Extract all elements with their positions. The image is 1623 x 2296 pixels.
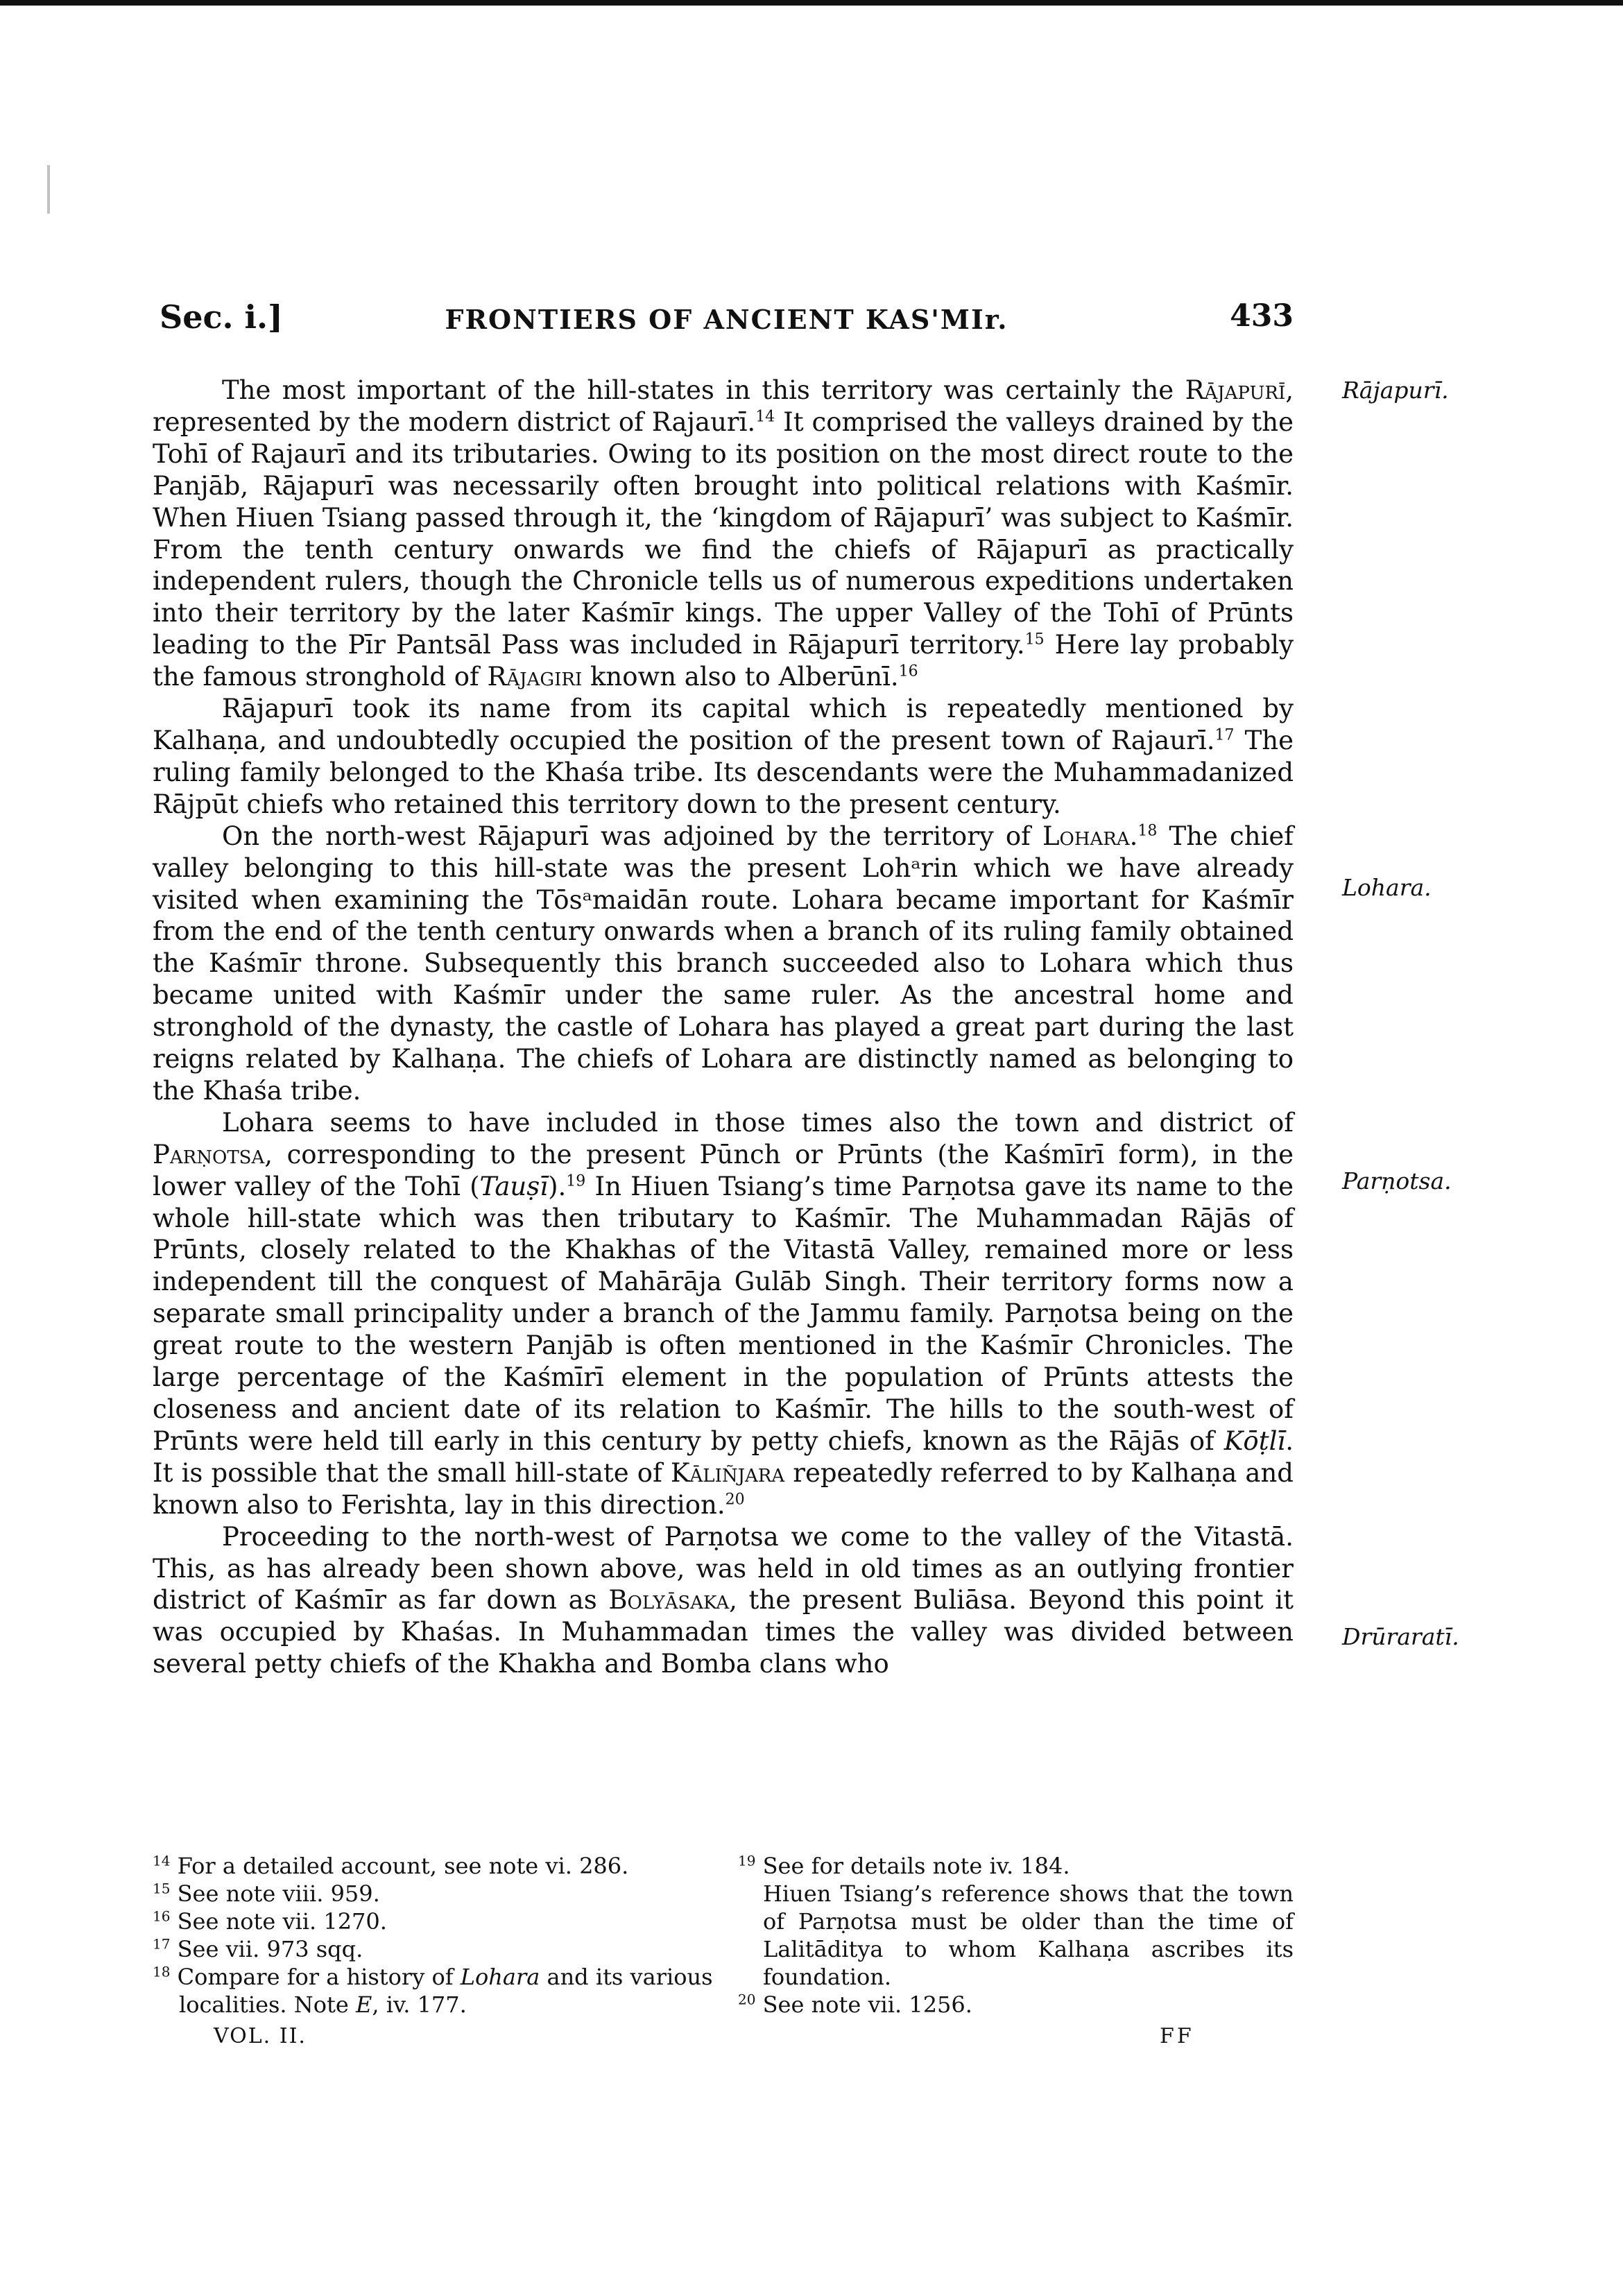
text-run: known also to Alberūnī.	[582, 662, 899, 692]
footnote-text: See vii. 973 sqq.	[177, 1936, 363, 1962]
footnote	[153, 1852, 721, 1880]
text-run: , corresponding to the present Pūnch or Prūnts (the Kaśmīrī form), in the lower valley of the Tohī (	[153, 1139, 1294, 1201]
place-name: Rājapurī	[1185, 375, 1286, 405]
footnote-continuation	[728, 1880, 1294, 1991]
footnote	[153, 1908, 721, 1935]
footnote-number: 17	[153, 1935, 171, 1953]
footnote	[728, 1991, 1294, 2019]
footnote-number: 18	[153, 1963, 171, 1980]
footnote-text: See note viii. 959.	[177, 1881, 380, 1907]
footnote-ref: 20	[725, 1491, 745, 1509]
footnote-text: See for details note iv. 184.	[762, 1853, 1070, 1879]
footnote-text: , iv. 177.	[372, 1991, 467, 2018]
text-run: The ruling family belonged to the Khaśa tribe. Its descendants were the Muhammadanized Rājpūt chiefs who retained this territory down to the present century.	[153, 725, 1294, 819]
footnote-number: 15	[153, 1880, 171, 1897]
text-run: Rājapurī took its name from its capital which is repeatedly mentioned by Kalhaṇa, and undoubtedly occupied the position of the present town of Rajaurī.	[153, 694, 1294, 755]
text-run: It comprised the valleys drained by the Tohī of Rajaurī and its tributaries. Owing to its position on the most direct route to the Panjāb, Rājapurī was necessarily often brought into political relations with Kaśmīr. When Hiuen Tsiang passed through it, the ‘kingdom of Rājapurī’ was subject to Kaśmīr. From the tenth century onwards we find the chiefs of Rājapurī as practically independent rulers, though the Chronicle tells us of numerous expeditions undertaken into their territory by the later Kaśmīr kings. The upper Valley of the Tohī of Prūnts leading to the Pīr Pantsāl Pass was included in Rājapurī territory.	[153, 406, 1294, 660]
footnote	[153, 1935, 721, 1963]
signature-mark: FF	[1160, 2024, 1194, 2048]
place-name: Rājagiri	[487, 662, 583, 692]
footnote-number: 16	[153, 1908, 171, 1925]
text-run: Lohara seems to have included in those times also the town and district of	[222, 1107, 1294, 1138]
italic-term: Kōṭlī	[1223, 1425, 1286, 1456]
text-run: .	[1129, 821, 1138, 851]
page-number: 433	[1230, 298, 1294, 334]
footnote	[153, 1880, 721, 1908]
place-name: Lohara	[1042, 821, 1130, 851]
paragraph-vitasta	[153, 1521, 1294, 1681]
marginal-note-rajapuri: Rājapurī.	[1342, 377, 1449, 404]
place-name: Bolyāsaka	[608, 1585, 730, 1616]
footnote-ref: 15	[1024, 631, 1045, 649]
footnote-number: 19	[738, 1852, 756, 1869]
paragraph-rajapuri	[153, 375, 1294, 693]
text-run: , the present Buliāsa. Beyond this point it was occupied by Khaśas. In Muhammadan times the valley was divided between several petty chiefs of the Khakha and Bomba clans who	[153, 1585, 1294, 1679]
volume-signature: VOL. II.	[214, 2024, 307, 2048]
footnote-text: Hiuen Tsiang’s reference shows that the town of Parṇotsa must be older than the time of Lalitāditya to whom Kalhaṇa ascribes its foundation.	[763, 1881, 1294, 1990]
marginal-note-parnotsa: Parṇotsa.	[1342, 1167, 1452, 1194]
footnote-ref: 16	[898, 662, 918, 680]
footnote-ref: 17	[1214, 726, 1235, 744]
footnote-text: See note vii. 1270.	[177, 1908, 387, 1935]
text-run: Here lay probably the famous stronghold of	[153, 630, 1294, 692]
text-run: On the north-west Rājapurī was adjoined by the territory of	[222, 821, 1042, 851]
footnote-number: 20	[738, 1991, 756, 2008]
footnote	[153, 1963, 721, 2019]
footnote-text: For a detailed account, see note vi. 286.	[177, 1853, 629, 1879]
paragraph-parnotsa	[153, 1107, 1294, 1521]
footnote-ref: 19	[566, 1172, 586, 1190]
footnote-ref: 14	[755, 408, 775, 426]
place-name: Parṇotsa	[153, 1139, 265, 1170]
section-label: Sec. i.]	[160, 298, 283, 336]
footnote	[728, 1852, 1294, 1880]
footnotes-left-column	[153, 1852, 721, 2019]
text-run: The most important of the hill-states in this territory was certainly the	[222, 375, 1185, 405]
footnote-number: 14	[153, 1852, 171, 1869]
text-run: ).	[548, 1171, 567, 1201]
text-run: repeatedly referred to by Kalhaṇa and known also to Ferishta, lay in this direction.	[153, 1457, 1294, 1520]
running-title: FRONTIERS OF ANCIENT KAS'MIr.	[445, 304, 1008, 335]
running-header	[160, 298, 1294, 340]
main-text	[153, 375, 1294, 1680]
paragraph-lohara	[153, 821, 1294, 1107]
paragraph-rajapuri-capital	[153, 693, 1294, 821]
footnote-text: Compare for a history of	[177, 1964, 461, 1990]
footnote-text: and its various localities. Note	[179, 1964, 713, 2018]
italic-term: Tauṣī	[479, 1171, 549, 1201]
text-run: , represented by the modern district of Rajaurī.	[153, 375, 1294, 437]
margin-speck	[47, 165, 50, 214]
footnotes-right-column	[728, 1852, 1294, 2019]
italic-term: E	[356, 1991, 372, 2018]
footnotes	[153, 1852, 1294, 2018]
italic-term: Lohara	[460, 1964, 540, 1990]
footnote-text: See note vii. 1256.	[762, 1991, 972, 2018]
text-run: Proceeding to the north-west of Parṇotsa we come to the valley of the Vitastā. This, as has already been shown above, was held in old times as an outlying frontier district of Kaśmīr as far down as	[153, 1521, 1294, 1616]
top-edge-rule	[0, 0, 1623, 6]
text-run: . It is possible that the small hill-state of	[153, 1425, 1294, 1488]
marginal-note-lohara: Lohara.	[1342, 874, 1432, 901]
footnote-ref: 18	[1137, 822, 1158, 840]
marginal-note-drurarati: Drūraratī.	[1342, 1623, 1459, 1650]
place-name: Kāliñjara	[670, 1457, 785, 1488]
text-run: The chief valley belonging to this hill-state was the present Lohᵃrin which we have already visited when examining the Tōsᵃmaidān route. Lohara became important for Kaśmīr from the end of the tenth century onwards when a branch of its ruling family obtained the Kaśmīr throne. Subsequently this branch succeeded also to Lohara which thus became united with Kaśmīr under the same ruler. As the ancestral home and stronghold of the dynasty, the castle of Lohara has played a great part during the last reigns related by Kalhaṇa. The chiefs of Lohara are distinctly named as belonging to the Khaśa tribe.	[153, 821, 1294, 1106]
text-run: In Hiuen Tsiang’s time Parṇotsa gave its name to the whole hill-state which was then tributary to Kaśmīr. The Muhammadan Rājās of Prūnts, closely related to the Khakhas of the Vitastā Valley, remained more or less independent till the conquest of Mahārāja Gulāb Singh. Their territory forms now a separate small principality under a branch of the Jammu family. Parṇotsa being on the great route to the western Panjāb is often mentioned in the Kaśmīr Chronicles. The large percentage of the Kaśmīrī element in the population of Prūnts attests the closeness and ancient date of its relation to Kaśmīr. The hills to the south-west of Prūnts were held till early in this century by petty chiefs, known as the Rājās of	[153, 1171, 1294, 1456]
